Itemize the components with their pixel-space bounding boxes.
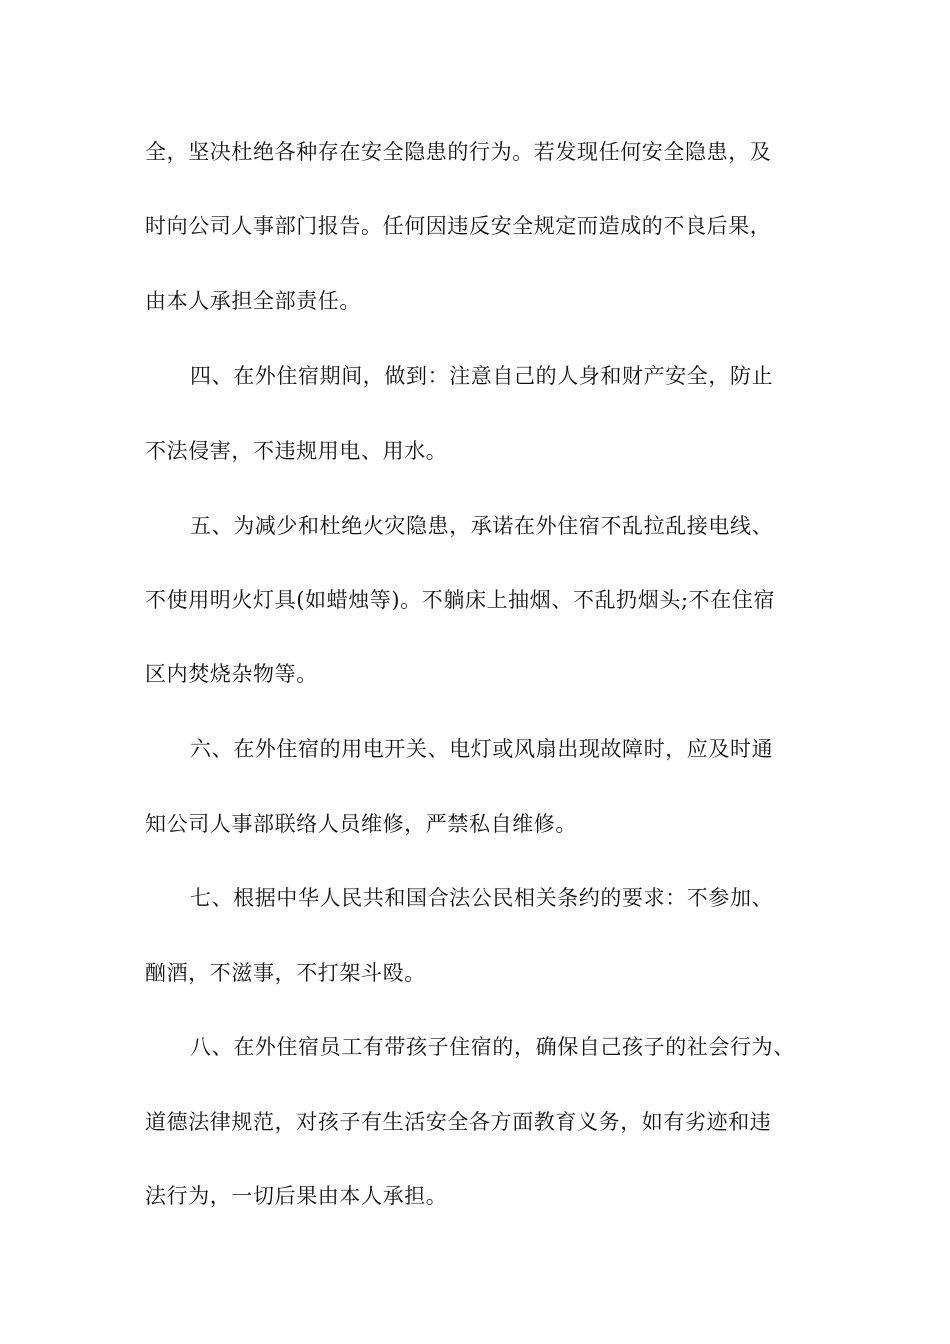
text-line: 时向公司人事部门报告。任何因违反安全规定而造成的不良后果， [145, 214, 772, 238]
paragraph-7-start: 七、根据中华人民共和国合法公民相关条约的要求：不参加、 [190, 886, 774, 910]
text-line: 不法侵害，不违规用电、用水。 [145, 439, 448, 463]
paragraph-5-start: 五、为减少和杜绝火灾隐患，承诺在外住宿不乱拉乱接电线、 [190, 514, 774, 538]
text-line: 不使用明火灯具(如蜡烛等)。不躺床上抽烟、不乱扔烟头;不在住宿 [145, 588, 776, 612]
text-line: 法行为，一切后果由本人承担。 [145, 1184, 448, 1208]
paragraph-4-start: 四、在外住宿期间，做到：注意自己的人身和财产安全，防止 [190, 364, 774, 388]
text-line: 全，坚决杜绝各种存在安全隐患的行为。若发现任何安全隐患，及 [145, 140, 772, 164]
text-line: 酗酒，不滋事，不打架斗殴。 [145, 961, 426, 985]
paragraph-8-start: 八、在外住宿员工有带孩子住宿的，确保自己孩子的社会行为、 [190, 1035, 795, 1059]
text-line: 由本人承担全部责任。 [145, 289, 361, 313]
text-line: 区内焚烧杂物等。 [145, 662, 318, 686]
paragraph-6-start: 六、在外住宿的用电开关、电灯或风扇出现故障时，应及时通 [190, 737, 774, 761]
text-line: 道德法律规范，对孩子有生活安全各方面教育义务，如有劣迹和违 [145, 1110, 772, 1134]
text-line: 知公司人事部联络人员维修，严禁私自维修。 [145, 812, 577, 836]
